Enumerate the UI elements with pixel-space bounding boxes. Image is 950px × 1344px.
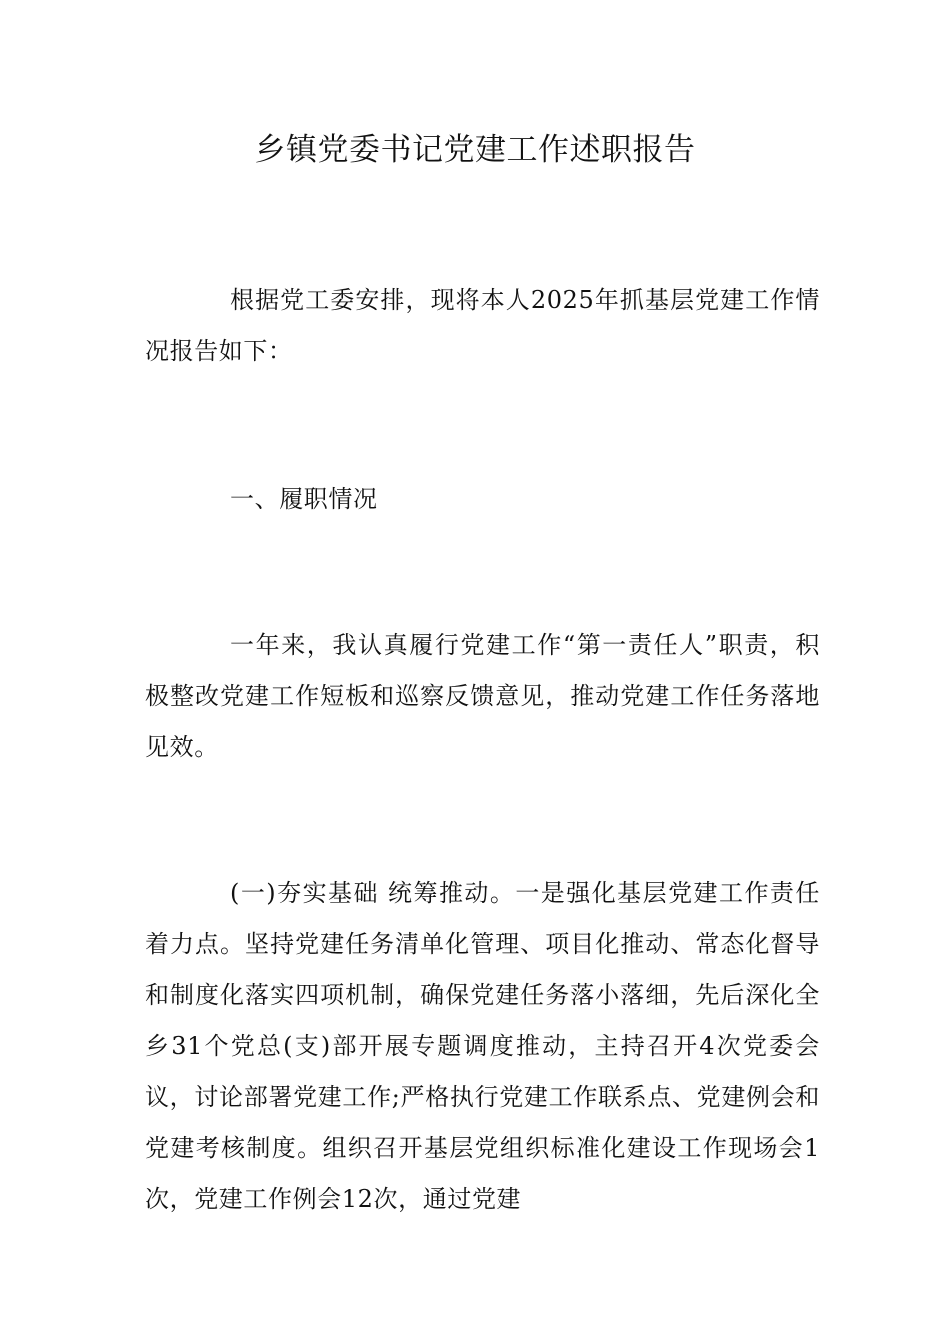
intro-paragraph: 根据党工委安排，现将本人2025年抓基层党建工作情况报告如下： <box>145 286 820 365</box>
section-heading: 一、履职情况 <box>230 485 378 513</box>
document-title: 乡镇党委书记党建工作述职报告 <box>254 132 696 168</box>
summary-paragraph: 一年来，我认真履行党建工作“第一责任人”职责，积极整改党建工作短板和巡察反馈意见，推动党建工作任务落地见效。 <box>145 631 820 761</box>
body-paragraph: (一)夯实基础 统筹推动。一是强化基层党建工作责任着力点。坚持党建任务清单化管理、项目化推动、常态化督导和制度化落实四项机制，确保党建任务落小落细，先后深化全乡31个党总(支)部开展专题调度推动，主持召开4次党委会议，讨论部署党建工作;严格执行党建工作联系点、党建例会和党建考核制度。组织召开基层党组织标准化建设工作现场会1次，党建工作例会12次，通过党建 <box>145 879 820 1213</box>
